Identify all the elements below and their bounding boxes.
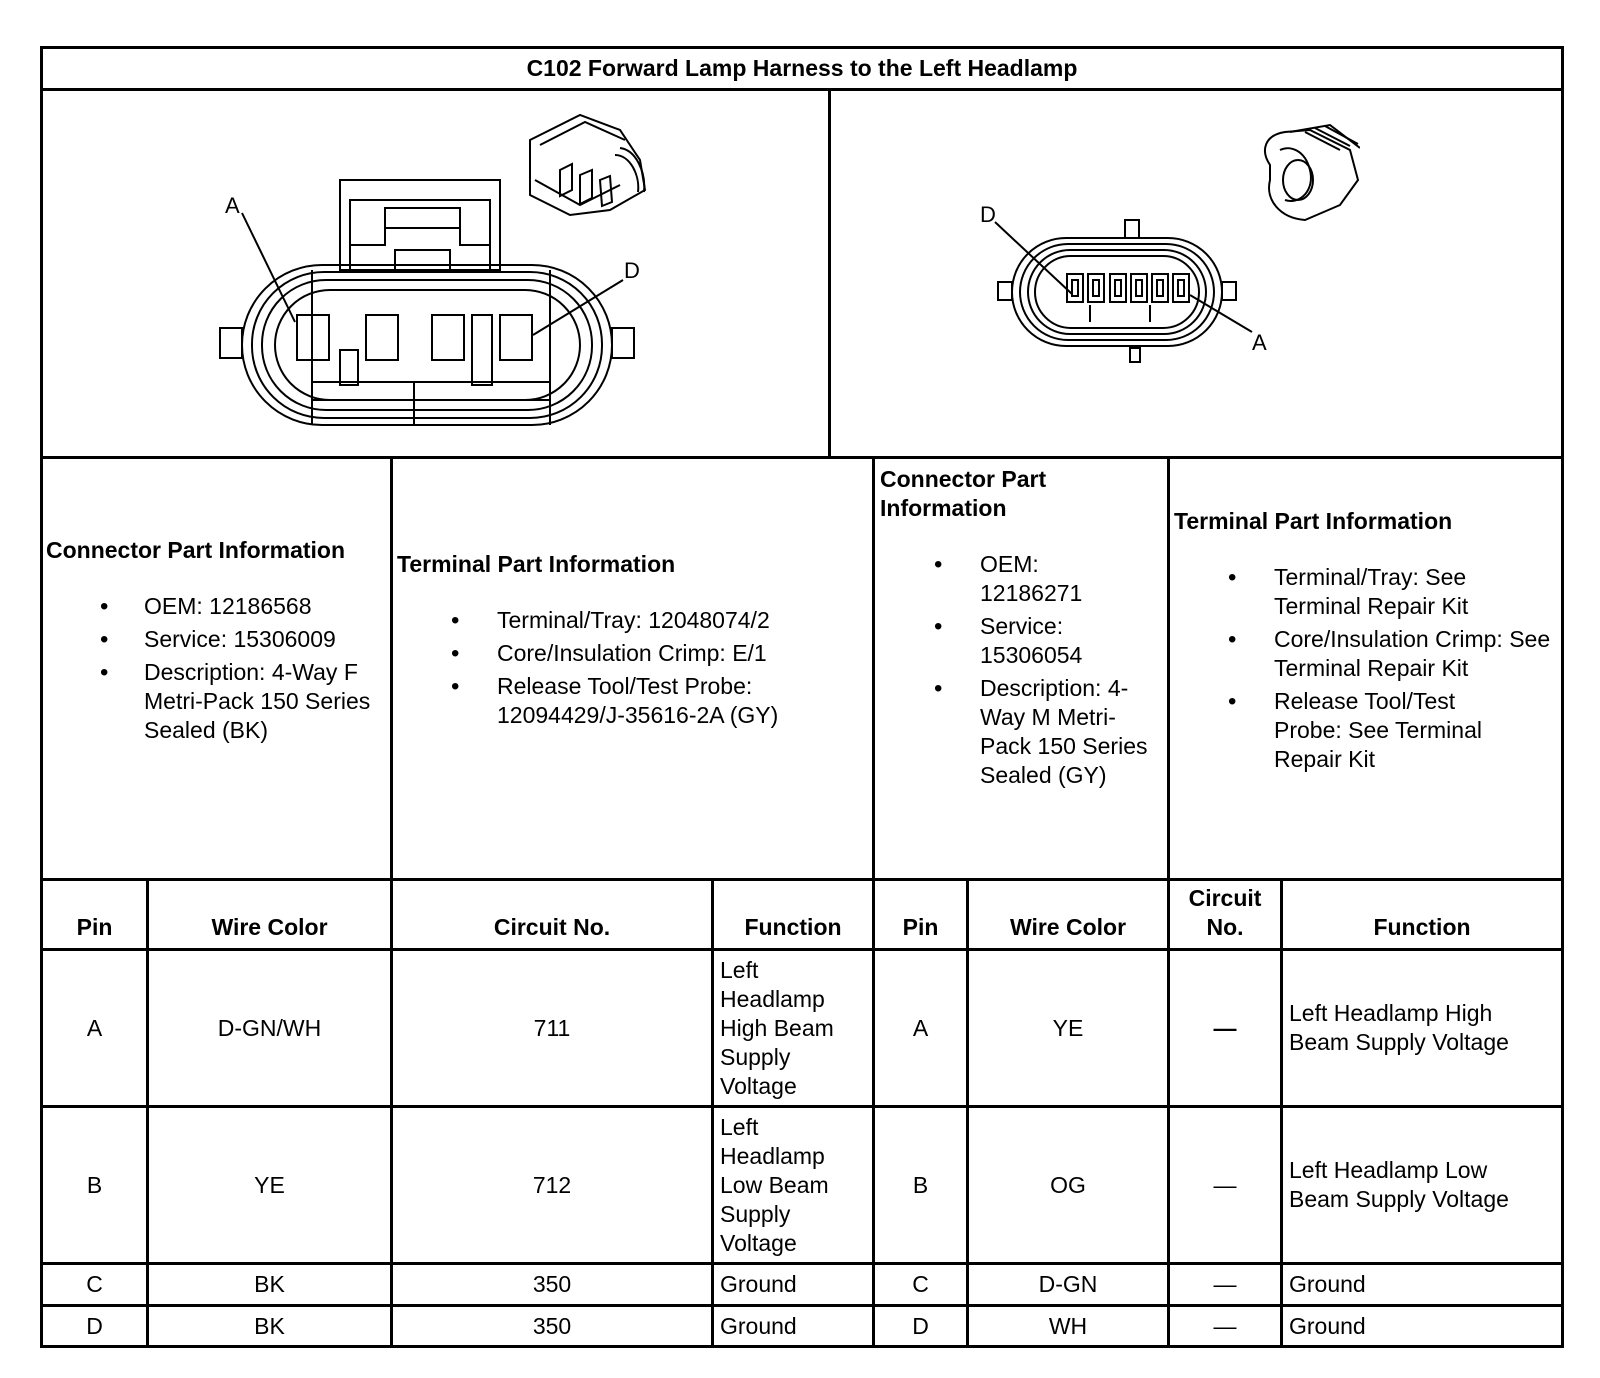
left-terminal-info <box>397 550 867 730</box>
pin-d-label: D <box>980 202 996 227</box>
rule <box>40 88 1564 91</box>
right-terminal-heading: Terminal Part Information <box>1174 508 1453 534</box>
cavity-c <box>432 315 464 360</box>
table-cell: Ground <box>720 1271 797 1297</box>
header-circuit-no: Circuit No. <box>1188 885 1262 940</box>
header-pin: Pin <box>76 914 113 940</box>
header-wire-color: Wire Color <box>1009 914 1127 940</box>
table-cell: Left Headlamp High Beam Supply Voltage <box>720 956 834 1099</box>
table-cell: OG <box>1050 1171 1086 1198</box>
list-item: • OEM: 12186568 <box>46 592 386 621</box>
list-item: • Core/Insulation Crimp: See Terminal Repair Kit <box>1174 625 1562 683</box>
table-cell: D-GN <box>1038 1271 1098 1297</box>
table-cell: 712 <box>532 1171 572 1198</box>
left-connector-info <box>46 536 386 745</box>
cavity-b <box>366 315 398 360</box>
list-item: • Terminal/Tray: See Terminal Repair Kit <box>1174 563 1504 621</box>
table-cell: B <box>912 1171 929 1198</box>
male-connector-iso-icon <box>1265 125 1360 220</box>
male-pins <box>1067 274 1189 322</box>
right-connector-info <box>880 465 1165 790</box>
table-cell: A <box>86 1014 103 1041</box>
table-cell: Ground <box>1289 1271 1366 1297</box>
left-terminal-heading: Terminal Part Information <box>397 551 676 577</box>
table-cell: Ground <box>1289 1312 1366 1339</box>
table-cell: — <box>1213 1171 1237 1198</box>
table-cell: — <box>1213 1014 1237 1041</box>
table-cell: Left Headlamp Low Beam Supply Voltage <box>720 1113 829 1256</box>
header-circuit-no: Circuit No. <box>493 914 611 940</box>
header-wire-color: Wire Color <box>211 914 328 940</box>
table-cell: WH <box>1048 1312 1088 1339</box>
table-cell: BK <box>254 1312 285 1339</box>
table-cell: BK <box>254 1271 285 1297</box>
table-cell: 350 <box>532 1271 572 1297</box>
right-connector-heading: Connector Part Information <box>880 466 1047 521</box>
table-cell: YE <box>254 1171 285 1198</box>
table-cell: C <box>86 1271 103 1297</box>
table-cell: 350 <box>532 1312 572 1339</box>
table-cell: — <box>1213 1312 1237 1339</box>
list-item: • Release Tool/Test Probe: See Terminal Repair Kit <box>1174 687 1509 774</box>
list-item: • Release Tool/Test Probe: 12094429/J-35616-2A (GY) <box>397 672 867 730</box>
list-item: • OEM: 12186271 <box>880 550 1070 608</box>
list-item: • Core/Insulation Crimp: E/1 <box>397 639 867 668</box>
table-cell: Left Headlamp Low Beam Supply Voltage <box>1289 1157 1509 1212</box>
table-cell: C <box>912 1271 929 1297</box>
list-item: • Service: 15306054 <box>880 612 1070 670</box>
table-cell: D-GN/WH <box>217 1014 322 1041</box>
list-item: • Terminal/Tray: 12048074/2 <box>397 606 867 635</box>
left-connector-heading: Connector Part Information <box>46 537 346 563</box>
list-item: • Description: 4-Way F Metri-Pack 150 Series Sealed (BK) <box>46 658 386 745</box>
header-pin: Pin <box>902 914 939 940</box>
table-cell: YE <box>1052 1014 1084 1041</box>
table-cell: Ground <box>720 1312 797 1339</box>
pin-a-label: A <box>1252 330 1267 355</box>
right-terminal-info <box>1174 507 1562 774</box>
list-item: • Service: 15306009 <box>46 625 386 654</box>
table-cell: D <box>86 1312 103 1339</box>
header-function: Function <box>744 914 842 940</box>
male-connector-diagram <box>980 110 1360 380</box>
table-cell: 711 <box>533 1014 571 1041</box>
table-cell: A <box>912 1014 929 1041</box>
table-cell: — <box>1213 1271 1237 1297</box>
table-cell: Left Headlamp High Beam Supply Voltage <box>1289 1000 1509 1055</box>
female-connector-iso-icon <box>530 115 645 215</box>
cavity-d <box>500 315 532 360</box>
rule <box>828 88 831 458</box>
table-cell: D <box>912 1312 929 1339</box>
page-title: C102 Forward Lamp Harness to the Left Headlamp <box>526 54 1078 81</box>
list-item: • Description: 4-Way M Metri-Pack 150 Series Sealed (GY) <box>880 674 1150 790</box>
header-function: Function <box>1373 914 1471 940</box>
female-connector-diagram <box>200 100 700 450</box>
pin-d-label: D <box>624 258 640 283</box>
pin-a-label: A <box>225 193 240 218</box>
table-cell: B <box>86 1171 103 1198</box>
rule <box>40 456 1564 459</box>
